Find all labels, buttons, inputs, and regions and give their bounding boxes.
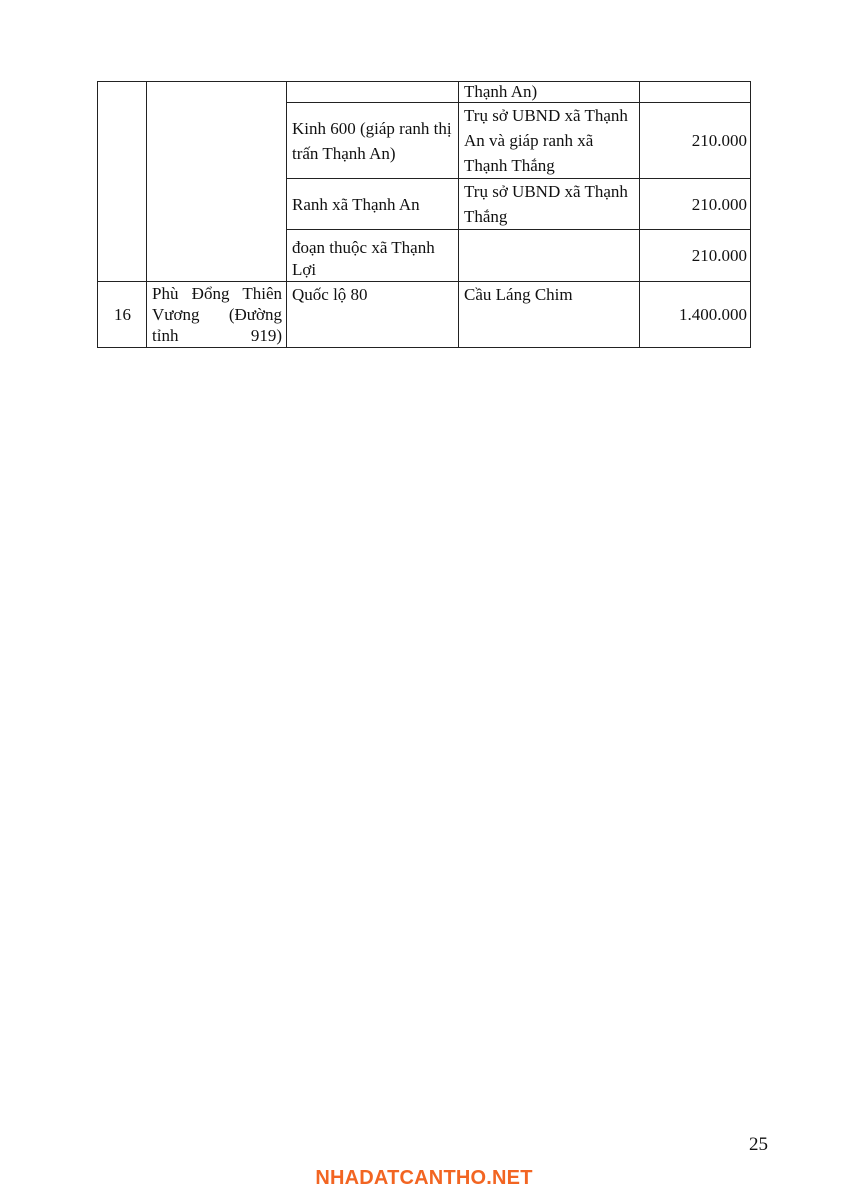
price-cell: 210.000 <box>640 179 751 230</box>
from-cell: Quốc lộ 80 <box>287 282 459 348</box>
price-cell: 210.000 <box>640 230 751 282</box>
street-name-cell <box>147 82 287 282</box>
from-cell: Ranh xã Thạnh An <box>287 179 459 230</box>
table-row <box>98 82 751 103</box>
street-name-cell: Phù Đổng Thiên Vương (Đường tỉnh 919) <box>147 282 287 348</box>
price-cell: 210.000 <box>640 103 751 179</box>
from-cell: đoạn thuộc xã Thạnh Lợi <box>287 230 459 282</box>
price-cell: 1.400.000 <box>640 282 751 348</box>
land-price-table <box>97 81 751 348</box>
to-cell <box>459 230 640 282</box>
to-cell: Trụ sở UBND xã Thạnh An và giáp ranh xã Thạnh Thắng <box>459 103 640 179</box>
to-cell: Cầu Láng Chim <box>459 282 640 348</box>
to-cell: Trụ sở UBND xã Thạnh Thắng <box>459 179 640 230</box>
row-number-cell: 16 <box>98 282 147 348</box>
from-cell: Kinh 600 (giáp ranh thị trấn Thạnh An) <box>287 103 459 179</box>
from-cell <box>287 82 459 103</box>
watermark-logo: NHADATCANTHO.NET <box>315 1167 533 1189</box>
page-number: 25 <box>749 1134 768 1155</box>
table-row <box>98 282 751 348</box>
to-cell: Thạnh An) <box>459 82 640 103</box>
row-number-cell <box>98 82 147 282</box>
price-cell <box>640 82 751 103</box>
